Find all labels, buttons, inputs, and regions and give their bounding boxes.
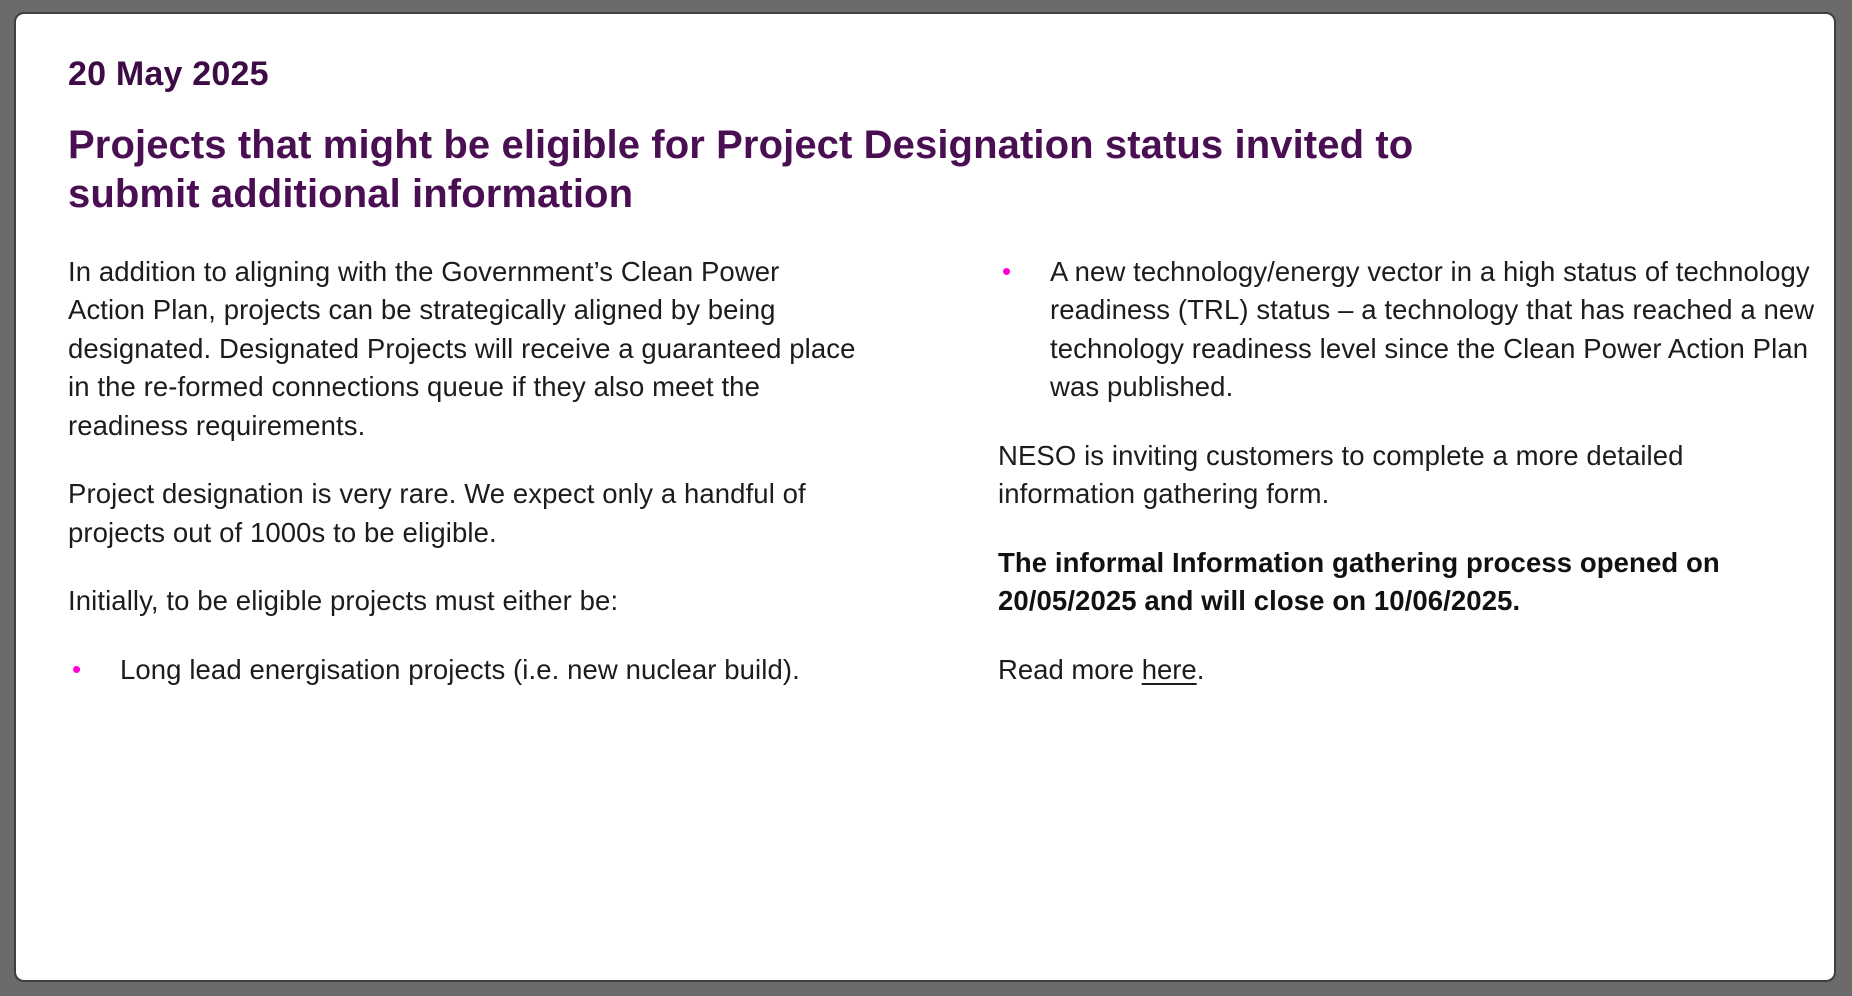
left-paragraph-2: Project designation is very rare. We expect only a handful of projects out of 1000s to be eligible. [68,478,806,548]
list-item [68,651,858,690]
read-more-prefix: Read more [998,653,1142,685]
read-more-link[interactable]: here [1141,653,1197,685]
two-column-layout [68,253,1815,720]
slide-content [16,14,1834,980]
list-item-label: A new technology/energy vector in a high status of technology readiness (TRL) status – a technology that has reached a new technology readiness level since the Clean Power Action Plan was published. [1050,255,1815,403]
left-paragraph-1: In addition to aligning with the Government’s Clean Power Action Plan, projects can be strategically aligned by being designated. Designated Projects will receive a guaranteed place in the re-formed connections queue if they also meet the readiness requirements. [68,255,856,441]
right-paragraph-1: NESO is inviting customers to complete a more detailed information gathering form. [998,439,1684,510]
list-item-label: Long lead energisation projects (i.e. new nuclear build). [120,653,800,685]
list-item [998,253,1828,407]
right-paragraph-bold: The informal Information gathering process opened on 20/05/2025 and will close on 10/06/2025. [998,546,1720,617]
read-more-suffix: . [1196,653,1205,685]
slide-date: 20 May 2025 [68,55,269,93]
slide-headline: Projects that might be eligible for Project Designation status invited to submit additional information [68,123,1414,217]
left-column [68,253,858,720]
read-more-line [998,651,1828,690]
bullet-dot-icon: • [1002,255,1012,286]
right-column [998,253,1828,690]
left-paragraph-3: Initially, to be eligible projects must either be: [68,585,619,617]
slide-card [14,12,1836,982]
bullet-dot-icon: • [72,653,82,684]
